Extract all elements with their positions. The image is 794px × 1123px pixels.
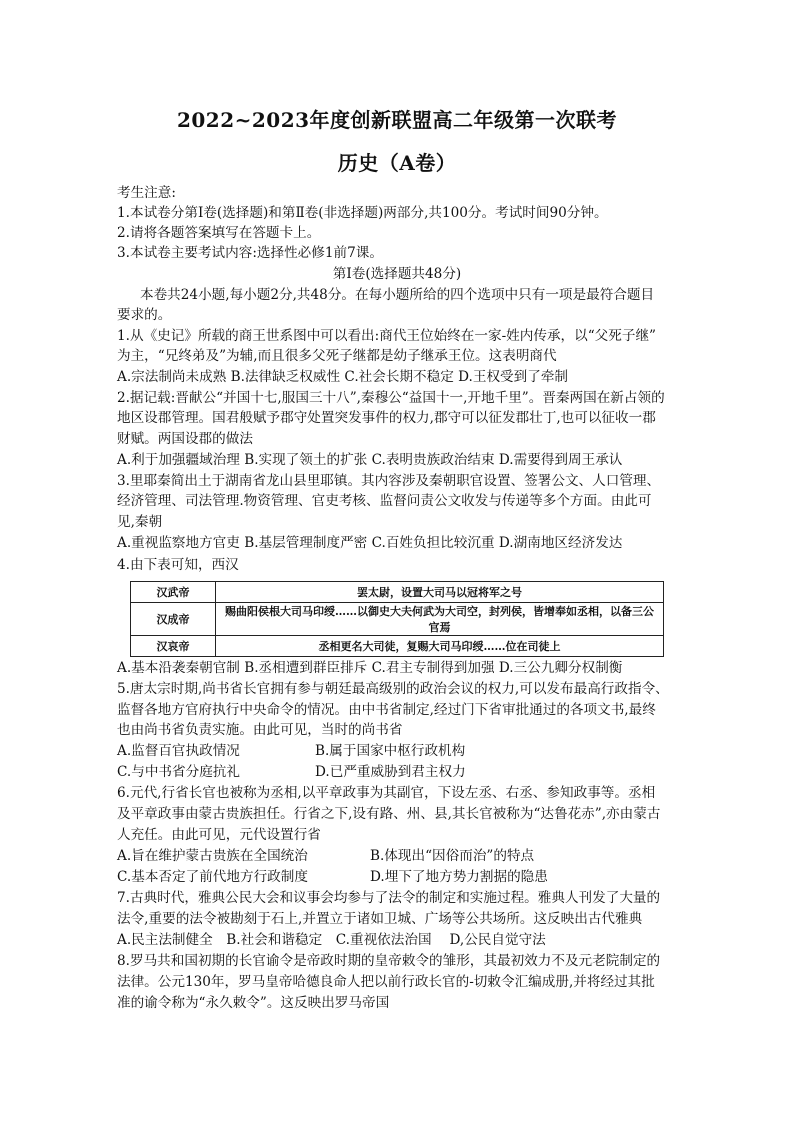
exam-subtitle: 历史（A卷）: [337, 151, 457, 175]
question-8-stem: 准的谕令称为“永久敕令”。这反映出罗马帝国: [117, 995, 390, 1011]
question-5-stem: 5.唐太宗时期,尚书省长官拥有参与朝廷最高级别的政治会议的权力,可以发布最高行政指令、: [117, 681, 669, 697]
question-8-stem: 8.罗马共和国初期的长官谕令是帝政时期的皇帝敕令的雏形，其最初效力不及元老院制定的: [117, 953, 661, 969]
table-row: [131, 582, 664, 603]
question-2-stem: 2.据记载:晋献公“并国十七,服国三十八”,秦穆公“益国十一,开地千里”。晋秦两国在新占领的: [117, 390, 665, 406]
question-2-stem: 财赋。两国设郡的做法: [117, 431, 253, 447]
table-row: [131, 603, 664, 636]
question-1-stem: 1.从《史记》所载的商王世系图中可以看出:商代王位始终在一家-姓内传承，以“父死子继”: [117, 328, 657, 344]
notice-item: 3.本试卷主要考试内容:选择性必修1前7课。: [117, 245, 383, 261]
table-cell-event: 丞相更名大司徒，复赐大司马印绶……位在司徒上: [216, 636, 664, 657]
question-3-options: A.重视监察地方官吏 B.基层管理制度严密 C.百姓负担比较沉重 D.湖南地区经济发达: [117, 535, 623, 551]
table-cell-event: 罢太尉，设置大司马以冠将军之号: [216, 582, 664, 603]
question-4-table: [130, 581, 664, 657]
question-5-option-a: A.监督百官执政情况: [117, 743, 240, 759]
question-7-stem: 法令,重要的法令被勘刻于石上,并置立于诸如卫城、广场等公共场所。这反映出古代雅典: [117, 911, 643, 927]
question-3-stem: 3.里耶秦简出土于湖南省龙山县里耶镇。其内容涉及秦朝职官设置、签署公文、人口管理、: [117, 473, 661, 489]
exam-title: 2022~2023年度创新联盟高二年级第一次联考: [176, 108, 618, 132]
section-intro: 本卷共24小题,每小题2分,共48分。在每小题所给的四个选项中只有一项是最符合题目: [140, 287, 655, 303]
question-4-options: A.基本沿袭秦朝官制 B.丞相遭到群臣排斥 C.君主专制得到加强 D.三公九卿分权制衡: [117, 660, 623, 676]
question-5-stem: 监督各地方官府执行中央命令的情况。由中书省制定,经过门下省审批通过的各项文书,最终: [117, 702, 656, 718]
question-7-options: A.民主法制健全 B.社会和谐稳定 C.重视依法治国 D,公民自觉守法: [117, 932, 546, 948]
notice-heading: 考生注意:: [117, 185, 176, 201]
question-5-stem: 也由尚书省负责实施。由此可见，当时的尚书省: [117, 722, 403, 738]
question-2-options: A.利于加强疆域治理 B.实现了领土的扩张 C.表明贵族政治结束 D.需要得到周王承认: [117, 452, 623, 468]
question-2-stem: 地区设郡管理。国君般赋予郡守处置突发事件的权力,郡守可以征发郡壮丁,也可以征收一郡: [117, 410, 656, 426]
table-cell-emperor: 汉成帝: [131, 603, 216, 636]
table-cell-event: 赐曲阳侯根大司马印绶……以御史大夫何武为大司空，封列侯，皆增奉如丞相，以备三公官焉: [216, 603, 664, 636]
question-6-stem: 人充任。由此可见，元代设置行省: [117, 827, 321, 843]
question-3-stem: 经济管理、司法管理.物资管理、官吏考核、监督问责公文收发与传递等多个方面。由此可: [117, 493, 652, 509]
question-6-stem: 6.元代,行省长官也被称为丞相,以平章政事为其副官，下设左丞、右丞、参知政事等。丞相: [117, 785, 656, 801]
question-4-stem: 4.由下表可知，西汉: [117, 557, 239, 573]
table-row: [131, 636, 664, 657]
question-6-option-d: D.埋下了地方势力割据的隐患: [370, 869, 548, 885]
question-6-option-b: B.体现出“因俗而治”的特点: [370, 848, 535, 864]
question-6-option-c: C.基本否定了前代地方行政制度: [117, 869, 308, 885]
notice-item: 2.请将各题答案填写在答题卡上。: [117, 225, 321, 241]
question-6-option-a: A.旨在维护蒙古贵族在全国统治: [117, 848, 308, 864]
question-5-option-c: C.与中书省分庭抗礼: [117, 764, 240, 780]
question-8-stem: 法律。公元130年，罗马皇帝哈德良命人把以前行政长官的-切敕令汇编成册,并将经过其批: [117, 974, 655, 990]
question-5-option-b: B.属于国家中枢行政机构: [315, 743, 466, 759]
question-1-stem: 为主，“兄终弟及”为辅,而且很多父死子继都是幼子继承王位。这表明商代: [117, 348, 557, 364]
table-cell-emperor: 汉哀帝: [131, 636, 216, 657]
question-1-options: A.宗法制尚未成熟 B.法律缺乏权威性 C.社会长期不稳定 D.王权受到了牵制: [117, 369, 569, 385]
question-6-stem: 及平章政事由蒙古贵族担任。行省之下,设有路、州、县,其长官被称为“达鲁花赤”,亦由蒙古: [117, 806, 661, 822]
question-3-stem: 见,秦朝: [117, 514, 163, 530]
question-5-option-d: D.已严重威胁到君主权力: [315, 764, 466, 780]
table-cell-emperor: 汉武帝: [131, 582, 216, 603]
section-title: 第Ⅰ卷(选择题共48分): [332, 266, 462, 282]
notice-item: 1.本试卷分第Ⅰ卷(选择题)和第Ⅱ卷(非选择题)两部分,共100分。考试时间90分钟。: [117, 205, 608, 221]
question-7-stem: 7.古典时代，雅典公民大会和议事会均参与了法令的制定和实施过程。雅典人刊发了大量的: [117, 890, 661, 906]
section-intro: 要求的。: [117, 307, 172, 323]
